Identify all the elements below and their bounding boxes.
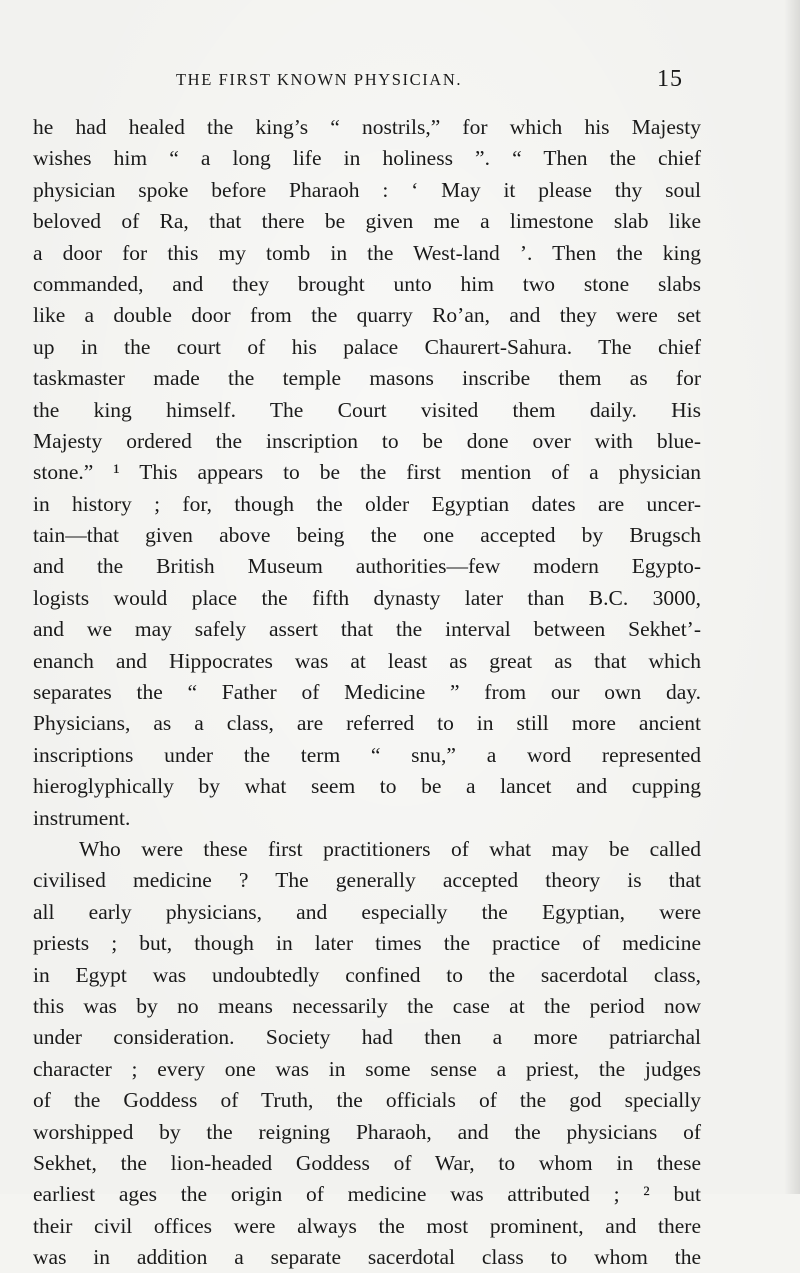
- text-line: their civil offices were always the most prominent, and there: [33, 1213, 701, 1238]
- text-line: commanded, and they brought unto him two stone slabs: [33, 271, 701, 296]
- text-line: Physicians, as a class, are referred to in still more ancient: [33, 711, 701, 736]
- page-edge-shadow: [784, 0, 800, 1194]
- text-line: this was by no means necessarily the case at the period now: [33, 993, 701, 1018]
- text-line: and we may safely assert that the interval between Sekhet’-: [33, 617, 701, 642]
- paragraph-last-line: instrument.: [33, 805, 131, 830]
- paragraph-first-line: Who were these first practitioners of what may be called: [79, 836, 701, 861]
- text-line: hieroglyphically by what seem to be a lancet and cupping: [33, 774, 701, 799]
- text-line: priests ; but, though in later times the practice of medicine: [33, 931, 701, 956]
- running-head-title: THE FIRST KNOWN PHYSICIAN.: [176, 70, 463, 89]
- text-line: the king himself. The Court visited them daily. His: [33, 397, 701, 422]
- text-line: a door for this my tomb in the West-land ’. Then the king: [33, 240, 701, 265]
- text-line: in Egypt was undoubtedly confined to the sacerdotal class,: [33, 962, 701, 987]
- text-line: and the British Museum authorities—few modern Egypto-: [33, 554, 701, 579]
- text-line: earliest ages the origin of medicine was attributed ; ² but: [33, 1182, 701, 1207]
- text-line: enanch and Hippocrates was at least as great as that which: [33, 648, 701, 673]
- text-line: in history ; for, though the older Egyptian dates are uncer-: [33, 491, 701, 516]
- text-line: taskmaster made the temple masons inscribe them as for: [33, 366, 701, 391]
- text-line: wishes him “ a long life in holiness ”. “ Then the chief: [33, 146, 701, 171]
- text-line: separates the “ Father of Medicine ” from our own day.: [33, 680, 701, 705]
- text-line: all early physicians, and especially the Egyptian, were: [33, 899, 701, 924]
- text-line: Sekhet, the lion-headed Goddess of War, to whom in these: [33, 1150, 701, 1175]
- text-line: stone.” ¹ This appears to be the first mention of a physician: [33, 460, 701, 485]
- text-line: up in the court of his palace Chaurert-Sahura. The chief: [33, 334, 701, 359]
- text-line: worshipped by the reigning Pharaoh, and the physicians of: [33, 1119, 701, 1144]
- text-line: logists would place the fifth dynasty later than B.C. 3000,: [33, 585, 701, 610]
- text-line: physician spoke before Pharaoh : ‘ May it please thy soul: [33, 177, 701, 202]
- text-line: inscriptions under the term “ snu,” a word represented: [33, 742, 701, 767]
- text-line: he had healed the king’s “ nostrils,” for which his Majesty: [33, 115, 701, 139]
- text-line: character ; every one was in some sense a priest, the judges: [33, 1056, 701, 1081]
- text-line: under consideration. Society had then a more patriarchal: [33, 1025, 701, 1050]
- body-text: [33, 112, 701, 1273]
- page-number: 15: [657, 66, 683, 92]
- text-line: civilised medicine ? The generally accepted theory is that: [33, 868, 701, 893]
- running-head: [0, 66, 800, 96]
- text-line: Majesty ordered the inscription to be done over with blue-: [33, 428, 701, 453]
- text-line: like a double door from the quarry Ro’an, and they were set: [33, 303, 701, 328]
- text-line: of the Goddess of Truth, the officials of the god specially: [33, 1088, 701, 1113]
- text-line: was in addition a separate sacerdotal class to whom the: [33, 1245, 701, 1270]
- text-line: tain—that given above being the one accepted by Brugsch: [33, 523, 701, 548]
- text-line: beloved of Ra, that there be given me a limestone slab like: [33, 209, 701, 234]
